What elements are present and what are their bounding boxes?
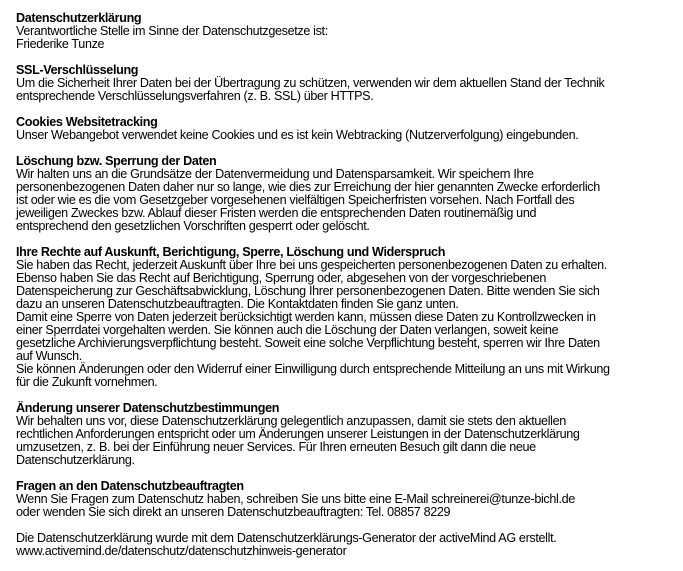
- section-heading: Löschung bzw. Sperrung der Daten: [16, 154, 217, 168]
- generator-url: www.activemind.de/datenschutz/datenschutzhinweis-generator: [16, 544, 347, 558]
- body-line: Unser Webangebot verwendet keine Cookies und es ist kein Webtracking (Nutzerverfolgung) eingebunden.: [16, 128, 579, 142]
- body-line: Wir behalten uns vor, diese Datenschutzerklärung gelegentlich anzupassen, damit sie stets den aktuellen: [16, 414, 566, 428]
- section-rights: [16, 246, 681, 389]
- body-line: Verantwortliche Stelle im Sinne der Datenschutzgesetze ist:: [16, 24, 328, 38]
- body-line: dazu an unseren Datenschutzbeauftragten. Die Kontaktdaten finden Sie ganz unten.: [16, 297, 459, 311]
- body-line: Sie können Änderungen oder den Widerruf einer Einwilligung durch entsprechende Mitteilung an uns mit Wirkung: [16, 362, 610, 376]
- body-line: einer Sperrdatei vorgehalten werden. Sie können auch die Löschung der Daten verlangen, soweit keine: [16, 323, 559, 337]
- body-line: für die Zukunft vornehmen.: [16, 375, 158, 389]
- body-line: Um die Sicherheit Ihrer Daten bei der Übertragung zu schützen, verwenden wir dem aktuellen Stand der Technik: [16, 76, 605, 90]
- body-line: entsprechende Verschlüsselungsverfahren (z. B. SSL) über HTTPS.: [16, 89, 374, 103]
- section-deletion: [16, 155, 681, 233]
- body-line: Wenn Sie Fragen zum Datenschutz haben, schreiben Sie uns bitte eine E-Mail schreinerei@tunze-bichl.de: [16, 492, 575, 506]
- section-heading: SSL-Verschlüsselung: [16, 63, 139, 77]
- body-line: umzusetzen, z. B. bei der Einführung neuer Services. Für Ihren erneuten Besuch gilt dann die neue: [16, 440, 536, 454]
- privacy-policy-document: [16, 12, 681, 571]
- generator-credit-text: Die Datenschutzerklärung wurde mit dem Datenschutzerklärungs-Generator der activeMind AG erstellt.: [16, 531, 557, 545]
- section-heading: Datenschutzerklärung: [16, 11, 142, 25]
- body-line: oder wenden Sie sich direkt an unseren Datenschutzbeauftragten: Tel. 08857 8229: [16, 505, 451, 519]
- body-line: jeweiligen Zweckes bzw. Ablauf dieser Fristen werden die entsprechenden Daten routinemäßig und: [16, 206, 537, 220]
- section-cookies: [16, 116, 681, 142]
- body-line: Friederike Tunze: [16, 37, 105, 51]
- body-line: gesetzliche Archivierungsverpflichtung besteht. Soweit eine solche Verpflichtung besteht, sperren wir Ihre Daten: [16, 336, 600, 350]
- body-line: auf Wunsch.: [16, 349, 82, 363]
- body-line: Wir halten uns an die Grundsätze der Datenvermeidung und Datensparsamkeit. Wir speichern Ihre: [16, 167, 534, 181]
- body-line: Ebenso haben Sie das Recht auf Berichtigung, Sperrung oder, abgesehen von der vorgeschriebenen: [16, 271, 547, 285]
- section-heading: Ihre Rechte auf Auskunft, Berichtigung, Sperre, Löschung und Widerspruch: [16, 245, 446, 259]
- body-line: personenbezogenen Daten daher nur so lange, wie dies zur Erreichung der hier genannten Zwecke erforderlich: [16, 180, 600, 194]
- section-responsible-party: [16, 12, 681, 51]
- body-line: ist oder wie es die vom Gesetzgeber vorgesehenen vielfältigen Speicherfristen vorsehen. Nach Fortfall des: [16, 193, 575, 207]
- section-generator-credit: [16, 532, 681, 558]
- body-line: Datenschutzerklärung.: [16, 453, 135, 467]
- body-line: Damit eine Sperre von Daten jederzeit berücksichtigt werden kann, müssen diese Daten zu Kontrollzwecken in: [16, 310, 596, 324]
- section-policy-changes: [16, 402, 681, 467]
- body-line: entsprechend den gesetzlichen Vorschriften gesperrt oder gelöscht.: [16, 219, 370, 233]
- body-line: Datenspeicherung zur Geschäftsabwicklung, Löschung Ihrer personenbezogenen Daten. Bitte wenden Sie sich: [16, 284, 600, 298]
- section-heading: Fragen an den Datenschutzbeauftragten: [16, 479, 244, 493]
- section-heading: Änderung unserer Datenschutzbestimmungen: [16, 401, 280, 415]
- section-heading: Cookies Websitetracking: [16, 115, 158, 129]
- section-contact-dpo: [16, 480, 681, 519]
- body-line: Sie haben das Recht, jederzeit Auskunft über Ihre bei uns gespeicherten personenbezogenen Daten zu erhalten.: [16, 258, 607, 272]
- body-line: rechtlichen Anforderungen entspricht oder um Änderungen unserer Leistungen in der Datenschutzerklärung: [16, 427, 580, 441]
- section-ssl: [16, 64, 681, 103]
